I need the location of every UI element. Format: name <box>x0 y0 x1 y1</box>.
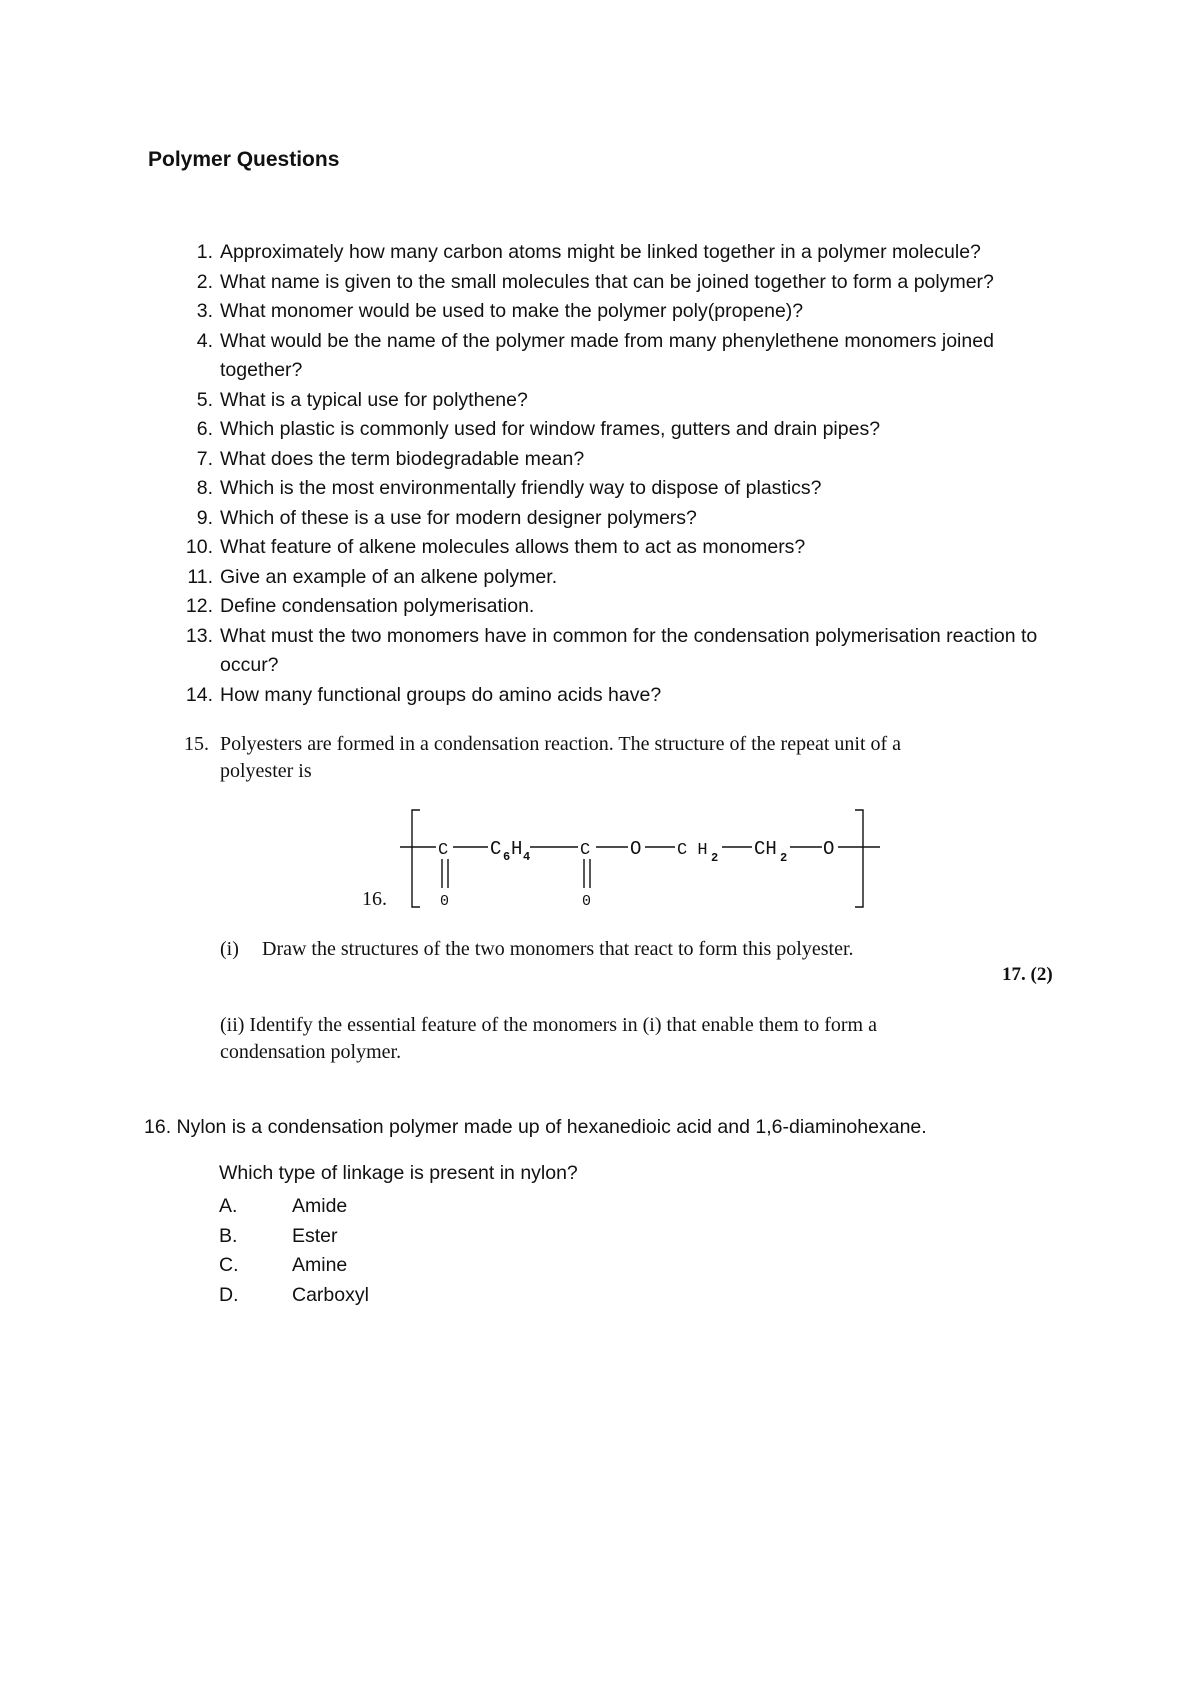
question-text: How many functional groups do amino acids have? <box>220 683 662 706</box>
question-text: What must the two monomers have in common for the condensation polymerisation reaction to occur? <box>220 624 1038 676</box>
list-item <box>148 622 1068 681</box>
question-text: Give an example of an alkene polymer. <box>220 565 558 588</box>
subscript: 6 <box>503 850 511 864</box>
question-text: What name is given to the small molecules that can be joined together to form a polymer? <box>220 270 994 293</box>
question-15-number: 15. <box>184 733 209 755</box>
atom-oxygen: O <box>823 838 835 860</box>
question-number: 13. <box>185 624 213 647</box>
option-letter: B. <box>219 1224 238 1247</box>
question-number: 2. <box>196 270 213 293</box>
option-text: Carboxyl <box>292 1283 369 1306</box>
question-number: 5. <box>196 388 213 411</box>
atom-oxygen: 0 <box>582 893 592 910</box>
option-text: Amide <box>292 1195 348 1217</box>
subscript: 4 <box>523 850 531 864</box>
polyester-repeat-unit-diagram <box>350 800 890 915</box>
list-item <box>148 533 1068 563</box>
atom-oxygen: O <box>630 838 642 860</box>
question-text: What feature of alkene molecules allows them to act as monomers? <box>220 536 806 558</box>
list-item <box>148 474 1068 504</box>
question-number: 4. <box>196 329 213 352</box>
group-ch: C H <box>677 841 708 860</box>
diagram-number-label: 16. <box>362 888 387 910</box>
question-16-text: Nylon is a condensation polymer made up of hexanedioic acid and 1,6-diaminohexane. <box>176 1116 927 1138</box>
question-text: What monomer would be used to make the polymer poly(propene)? <box>220 300 804 322</box>
question-text: What does the term biodegradable mean? <box>220 447 585 470</box>
part-i-label: (i) <box>220 938 239 960</box>
subscript: 2 <box>780 851 788 865</box>
question-text: Which is the most environmentally friendly way to dispose of plastics? <box>220 477 822 499</box>
question-text: What is a typical use for polythene? <box>220 388 528 411</box>
list-item <box>148 268 1068 298</box>
question-number: 9. <box>196 506 213 529</box>
left-bracket <box>412 810 420 907</box>
option-text: Ester <box>292 1224 338 1247</box>
list-item <box>148 445 1068 475</box>
list-item <box>148 297 1068 327</box>
question-list <box>148 238 1068 710</box>
part-ii-text: (ii) Identify the essential feature of the monomers in (i) that enable them to form a condensation polymer. <box>220 1014 877 1063</box>
question-16-number: 16. <box>144 1116 172 1138</box>
list-item <box>148 504 1068 534</box>
right-bracket <box>855 810 863 907</box>
question-number: 8. <box>196 477 213 499</box>
option-letter: D. <box>219 1283 239 1306</box>
question-number: 11. <box>187 565 213 588</box>
part-i-text: Draw the structures of the two monomers that react to form this polyester. <box>262 938 854 960</box>
group-ch: CH <box>754 838 777 860</box>
list-item <box>148 681 1068 711</box>
question-number: 14. <box>185 683 213 706</box>
atom-oxygen: 0 <box>440 893 450 910</box>
question-number: 3. <box>196 300 213 322</box>
question-text: Which plastic is commonly used for window frames, gutters and drain pipes? <box>220 418 881 440</box>
option-letter: A. <box>219 1195 238 1217</box>
subscript: 2 <box>711 851 719 865</box>
atom-carbon: C <box>580 841 591 860</box>
question-number: 12. <box>185 595 213 617</box>
option-text: Amine <box>292 1254 348 1276</box>
question-number: 1. <box>196 241 213 263</box>
list-item <box>148 327 1068 386</box>
page-title: Polymer Questions <box>148 148 340 171</box>
atom-hydrogen: H <box>511 838 523 860</box>
question-15-text-line2: polyester is <box>220 760 312 782</box>
atom-carbon: C <box>490 838 502 860</box>
list-item <box>148 563 1068 593</box>
marks-label: 17. (2) <box>1002 964 1053 985</box>
question-text: Define condensation polymerisation. <box>220 595 535 617</box>
list-item <box>148 386 1068 416</box>
list-item <box>148 592 1068 622</box>
question-number: 10. <box>185 536 213 558</box>
question-16-prompt: Which type of linkage is present in nylon? <box>219 1162 578 1184</box>
question-number: 6. <box>196 418 213 440</box>
question-15-text-line1: Polyesters are formed in a condensation reaction. The structure of the repeat unit of a <box>220 733 902 755</box>
question-number: 7. <box>196 447 213 470</box>
question-text: What would be the name of the polymer made from many phenylethene monomers joined together? <box>220 329 994 381</box>
question-text: Which of these is a use for modern designer polymers? <box>220 506 697 529</box>
question-text: Approximately how many carbon atoms might be linked together in a polymer molecule? <box>220 241 981 263</box>
list-item <box>148 238 1068 268</box>
question-16 <box>144 1116 927 1139</box>
option-letter: C. <box>219 1254 239 1276</box>
list-item <box>148 415 1068 445</box>
atom-carbon: C <box>438 841 449 860</box>
